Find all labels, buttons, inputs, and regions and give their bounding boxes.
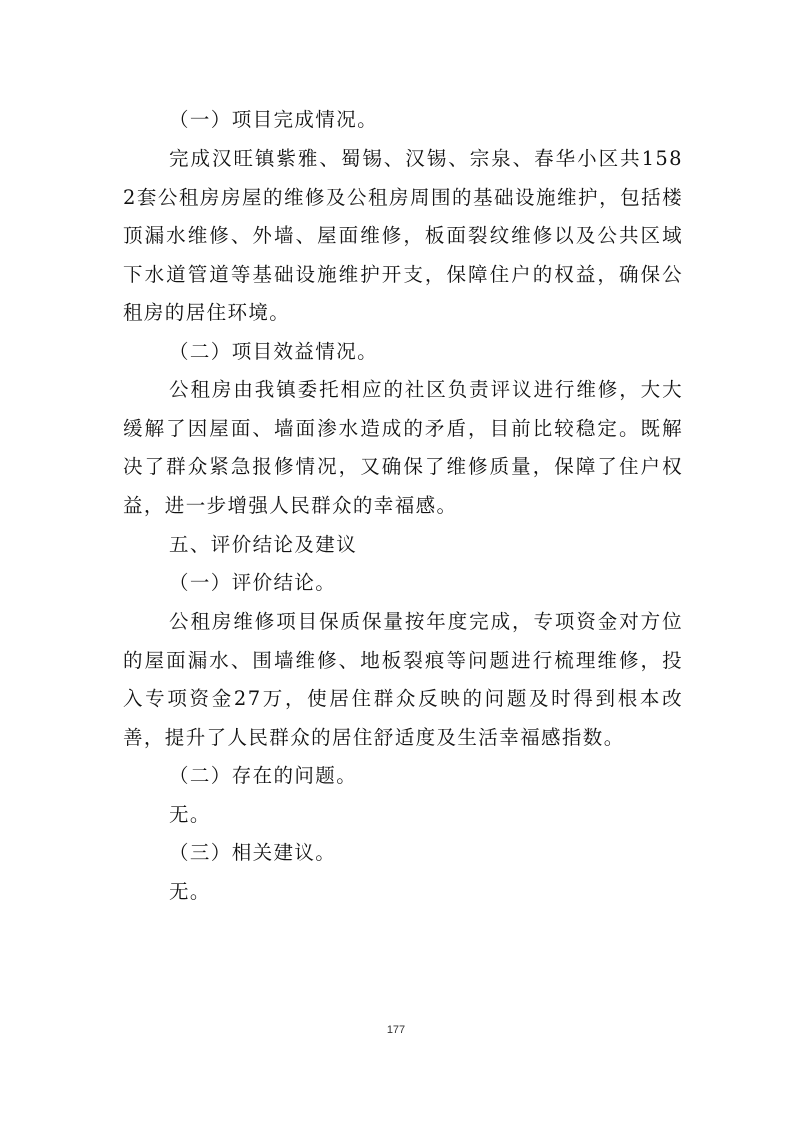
subheading-existing-problems: （二）存在的问题。 <box>169 764 358 787</box>
page-number: 177 <box>386 1024 406 1036</box>
subheading-related-suggestions: （三）相关建议。 <box>169 841 337 864</box>
paragraph-project-completion: 完成汉旺镇紫雅、蜀锡、汉锡、宗泉、春华小区共1582套公租房房屋的维修及公租房周围的基础设施维护，包括楼顶漏水维修、外墙、屋面维修，板面裂纹维修以及公共区域下水道管道等基础设施维护开支，保障住户的权益，确保公租房的居住环境。 <box>123 147 683 324</box>
paragraph-evaluation-conclusion: 公租房维修项目保质保量按年度完成，专项资金对方位的屋面漏水、围墙维修、地板裂痕等问题进行梳理维修，投入专项资金27万，使居住群众反映的问题及时得到根本改善，提升了人民群众的居住舒适度及生活幸福感指数。 <box>123 610 683 749</box>
paragraph-project-benefit: 公租房由我镇委托相应的社区负责评议进行维修，大大缓解了因屋面、墙面渗水造成的矛盾，目前比较稳定。既解决了群众紧急报修情况，又确保了维修质量，保障了住户权益，进一步增强人民群众的幸福感。 <box>123 378 683 517</box>
section-heading-conclusion-and-suggestions: 五、评价结论及建议 <box>169 533 358 556</box>
paragraph-related-suggestions: 无。 <box>169 880 211 903</box>
paragraph-existing-problems: 无。 <box>169 803 211 826</box>
subheading-evaluation-conclusion: （一）评价结论。 <box>169 571 337 594</box>
subheading-project-benefit: （二）项目效益情况。 <box>169 340 379 363</box>
subheading-project-completion: （一）项目完成情况。 <box>169 108 379 131</box>
